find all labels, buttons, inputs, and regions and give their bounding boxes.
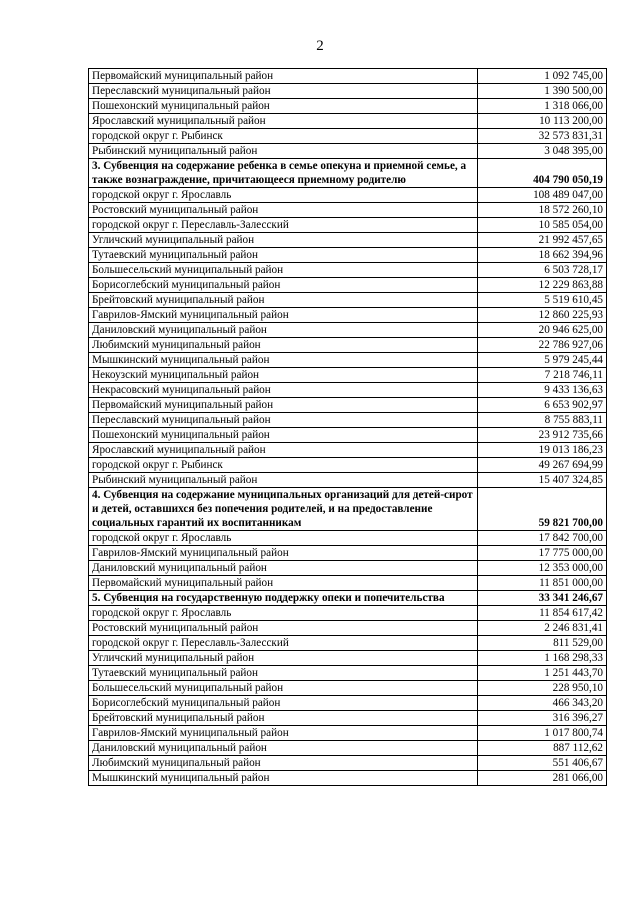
district-amount: 811 529,00 — [478, 636, 607, 651]
district-amount: 18 572 260,10 — [478, 203, 607, 218]
district-name: Некоузский муниципальный район — [89, 368, 478, 383]
table-row — [89, 99, 607, 114]
district-name: Тутаевский муниципальный район — [89, 248, 478, 263]
table-row — [89, 711, 607, 726]
district-name: Большесельский муниципальный район — [89, 681, 478, 696]
district-amount: 108 489 047,00 — [478, 188, 607, 203]
district-amount: 9 433 136,63 — [478, 383, 607, 398]
table-row — [89, 323, 607, 338]
table-row — [89, 188, 607, 203]
district-name: Ярославский муниципальный район — [89, 443, 478, 458]
table-row — [89, 771, 607, 786]
district-amount: 8 755 883,11 — [478, 413, 607, 428]
district-name: Большесельский муниципальный район — [89, 263, 478, 278]
district-amount: 23 912 735,66 — [478, 428, 607, 443]
table-row — [89, 144, 607, 159]
table-row — [89, 651, 607, 666]
table-row — [89, 129, 607, 144]
district-amount: 5 979 245,44 — [478, 353, 607, 368]
district-name: Брейтовский муниципальный район — [89, 711, 478, 726]
district-name: Даниловский муниципальный район — [89, 323, 478, 338]
district-amount: 7 218 746,11 — [478, 368, 607, 383]
district-amount: 12 353 000,00 — [478, 561, 607, 576]
table-row — [89, 293, 607, 308]
district-amount: 11 854 617,42 — [478, 606, 607, 621]
table-row — [89, 233, 607, 248]
district-name: Пошехонский муниципальный район — [89, 99, 478, 114]
table-row — [89, 606, 607, 621]
table-row — [89, 443, 607, 458]
table-row — [89, 338, 607, 353]
district-amount: 32 573 831,31 — [478, 129, 607, 144]
district-name: Гаврилов-Ямский муниципальный район — [89, 726, 478, 741]
table-row — [89, 398, 607, 413]
section-header-row — [89, 591, 607, 606]
table-row — [89, 413, 607, 428]
table-row — [89, 353, 607, 368]
section-header-row — [89, 159, 607, 188]
district-name: Первомайский муниципальный район — [89, 69, 478, 84]
district-amount: 12 860 225,93 — [478, 308, 607, 323]
district-name: Даниловский муниципальный район — [89, 741, 478, 756]
district-amount: 466 343,20 — [478, 696, 607, 711]
table-row — [89, 308, 607, 323]
district-name: городской округ г. Ярославль — [89, 531, 478, 546]
page-number: 2 — [316, 38, 324, 54]
district-amount: 1 251 443,70 — [478, 666, 607, 681]
subvention-table — [88, 68, 607, 786]
table-row — [89, 666, 607, 681]
section-total: 404 790 050,19 — [478, 159, 607, 188]
district-amount: 49 267 694,99 — [478, 458, 607, 473]
table-row — [89, 458, 607, 473]
subvention-table-body — [89, 69, 607, 786]
district-name: Мышкинский муниципальный район — [89, 771, 478, 786]
district-name: Тутаевский муниципальный район — [89, 666, 478, 681]
district-amount: 1 092 745,00 — [478, 69, 607, 84]
table-row — [89, 218, 607, 233]
table-row — [89, 203, 607, 218]
district-amount: 20 946 625,00 — [478, 323, 607, 338]
district-name: Угличский муниципальный район — [89, 651, 478, 666]
table-row — [89, 681, 607, 696]
table-row — [89, 278, 607, 293]
table-row — [89, 561, 607, 576]
district-name: Брейтовский муниципальный район — [89, 293, 478, 308]
district-name: Угличский муниципальный район — [89, 233, 478, 248]
district-name: городской округ г. Переславль-Залесский — [89, 218, 478, 233]
table-row — [89, 473, 607, 488]
district-amount: 17 775 000,00 — [478, 546, 607, 561]
district-name: Мышкинский муниципальный район — [89, 353, 478, 368]
district-amount: 1 017 800,74 — [478, 726, 607, 741]
district-amount: 21 992 457,65 — [478, 233, 607, 248]
table-row — [89, 636, 607, 651]
district-name: Первомайский муниципальный район — [89, 576, 478, 591]
district-name: городской округ г. Рыбинск — [89, 129, 478, 144]
district-name: Некрасовский муниципальный район — [89, 383, 478, 398]
district-amount: 17 842 700,00 — [478, 531, 607, 546]
district-amount: 11 851 000,00 — [478, 576, 607, 591]
district-amount: 10 585 054,00 — [478, 218, 607, 233]
table-row — [89, 69, 607, 84]
district-name: Рыбинский муниципальный район — [89, 473, 478, 488]
district-amount: 887 112,62 — [478, 741, 607, 756]
table-row — [89, 368, 607, 383]
district-name: Рыбинский муниципальный район — [89, 144, 478, 159]
table-row — [89, 383, 607, 398]
district-name: Переславский муниципальный район — [89, 84, 478, 99]
table-row — [89, 531, 607, 546]
table-row — [89, 741, 607, 756]
district-amount: 551 406,67 — [478, 756, 607, 771]
section-total: 59 821 700,00 — [478, 488, 607, 531]
district-amount: 2 246 831,41 — [478, 621, 607, 636]
district-amount: 10 113 200,00 — [478, 114, 607, 129]
district-name: городской округ г. Ярославль — [89, 606, 478, 621]
district-amount: 228 950,10 — [478, 681, 607, 696]
section-title: 3. Субвенция на содержание ребенка в семье опекуна и приемной семье, а также вознаграждение, причитающееся приемному родителю — [89, 159, 478, 188]
district-name: Борисоглебский муниципальный район — [89, 278, 478, 293]
district-amount: 1 318 066,00 — [478, 99, 607, 114]
table-row — [89, 428, 607, 443]
district-name: Борисоглебский муниципальный район — [89, 696, 478, 711]
table-row — [89, 84, 607, 99]
district-name: Гаврилов-Ямский муниципальный район — [89, 546, 478, 561]
district-amount: 19 013 186,23 — [478, 443, 607, 458]
district-amount: 1 390 500,00 — [478, 84, 607, 99]
table-row — [89, 726, 607, 741]
district-name: Пошехонский муниципальный район — [89, 428, 478, 443]
section-header-row — [89, 488, 607, 531]
district-name: Первомайский муниципальный район — [89, 398, 478, 413]
district-amount: 1 168 298,33 — [478, 651, 607, 666]
district-amount: 6 503 728,17 — [478, 263, 607, 278]
table-row — [89, 696, 607, 711]
district-amount: 15 407 324,85 — [478, 473, 607, 488]
district-amount: 6 653 902,97 — [478, 398, 607, 413]
district-name: городской округ г. Ярославль — [89, 188, 478, 203]
table-row — [89, 756, 607, 771]
district-amount: 12 229 863,88 — [478, 278, 607, 293]
district-amount: 5 519 610,45 — [478, 293, 607, 308]
district-name: Даниловский муниципальный район — [89, 561, 478, 576]
table-row — [89, 576, 607, 591]
district-name: Ростовский муниципальный район — [89, 621, 478, 636]
district-name: Переславский муниципальный район — [89, 413, 478, 428]
table-row — [89, 546, 607, 561]
section-title: 4. Субвенция на содержание муниципальных организаций для детей-сирот и детей, оставшихся без попечения родителей, и на предоставление социальных гарантий их воспитанникам — [89, 488, 478, 531]
section-total: 33 341 246,67 — [478, 591, 607, 606]
district-name: городской округ г. Рыбинск — [89, 458, 478, 473]
district-amount: 22 786 927,06 — [478, 338, 607, 353]
district-amount: 3 048 395,00 — [478, 144, 607, 159]
district-amount: 281 066,00 — [478, 771, 607, 786]
table-row — [89, 248, 607, 263]
table-row — [89, 263, 607, 278]
district-amount: 316 396,27 — [478, 711, 607, 726]
table-row — [89, 114, 607, 129]
district-amount: 18 662 394,96 — [478, 248, 607, 263]
district-name: Любимский муниципальный район — [89, 756, 478, 771]
district-name: Гаврилов-Ямский муниципальный район — [89, 308, 478, 323]
district-name: Любимский муниципальный район — [89, 338, 478, 353]
table-row — [89, 621, 607, 636]
district-name: Ростовский муниципальный район — [89, 203, 478, 218]
district-name: Ярославский муниципальный район — [89, 114, 478, 129]
district-name: городской округ г. Переславль-Залесский — [89, 636, 478, 651]
section-title: 5. Субвенция на государственную поддержку опеки и попечительства — [89, 591, 478, 606]
